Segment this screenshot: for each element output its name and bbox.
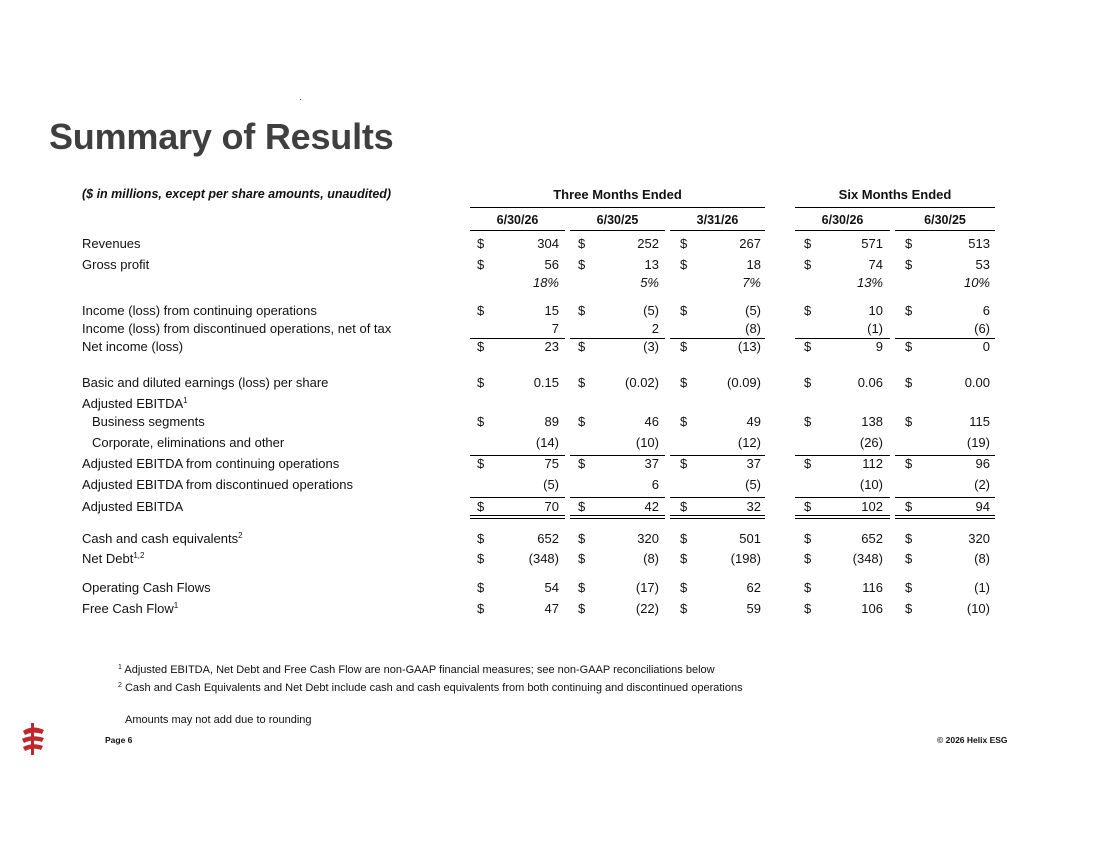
value-cell: 46: [644, 414, 659, 429]
currency-symbol: $: [905, 303, 913, 318]
value-cell: (5): [745, 477, 761, 492]
currency-symbol: $: [804, 303, 812, 318]
footnote-1: $^1$ Adjusted EBITDA, Net Debt and Free Cash Flow are non-GAAP financial measures; see non-GAAP reconciliations below: [118, 664, 715, 676]
margin-percent-cell: 18%: [532, 275, 559, 290]
table-rule: [570, 455, 665, 456]
currency-symbol: $: [905, 414, 913, 429]
currency-symbol: $: [804, 531, 812, 546]
value-cell: 116: [862, 580, 883, 595]
table-rule: [470, 455, 565, 456]
value-cell: 15: [544, 303, 559, 318]
value-cell: (1): [867, 321, 883, 336]
page-number: Page 6: [105, 735, 133, 745]
table-rule: [670, 518, 765, 519]
column-header: 6/30/26: [821, 213, 864, 227]
currency-symbol: $: [477, 601, 485, 616]
currency-symbol: $: [680, 531, 688, 546]
value-cell: (348): [528, 551, 559, 566]
value-cell: 252: [637, 236, 659, 251]
currency-symbol: $: [578, 414, 586, 429]
column-header: 6/30/25: [596, 213, 639, 227]
currency-symbol: $: [680, 601, 688, 616]
value-cell: 6: [651, 477, 659, 492]
table-rule: [570, 518, 665, 519]
value-cell: (5): [543, 477, 559, 492]
currency-symbol: $: [680, 257, 688, 272]
margin-percent-cell: 10%: [963, 275, 990, 290]
value-cell: 320: [637, 531, 659, 546]
table-rule: [795, 515, 890, 516]
currency-symbol: $: [804, 601, 812, 616]
currency-symbol: $: [905, 551, 913, 566]
units-note: ($ in millions, except per share amounts, unaudited): [82, 187, 392, 201]
copyright: © 2026 Helix ESG: [937, 735, 1008, 745]
value-cell: 47: [544, 601, 559, 616]
table-rule: [670, 515, 765, 516]
value-cell: 49: [746, 414, 761, 429]
value-cell: (26): [859, 435, 883, 450]
table-rule: [895, 230, 995, 231]
table-rule: [470, 338, 565, 339]
table-rule: [795, 455, 890, 456]
value-cell: 501: [739, 531, 761, 546]
value-cell: (198): [730, 551, 761, 566]
value-cell: 54: [544, 580, 559, 595]
currency-symbol: $: [477, 551, 485, 566]
currency-symbol: $: [477, 303, 485, 318]
table-rule: [570, 497, 665, 498]
value-cell: 75: [544, 456, 559, 471]
value-cell: (10): [859, 477, 883, 492]
table-rule: [895, 518, 995, 519]
currency-symbol: $: [905, 456, 913, 471]
table-rule: [670, 497, 765, 498]
group-header-six-months: Six Months Ended: [838, 187, 952, 202]
value-cell: (0.02): [625, 375, 659, 390]
table-rule: [670, 338, 765, 339]
value-cell: 6: [982, 303, 990, 318]
currency-symbol: $: [905, 531, 913, 546]
value-cell: 13: [644, 257, 659, 272]
rounding-note: Amounts may not add due to rounding: [125, 714, 312, 726]
table-rule: [795, 230, 890, 231]
value-cell: 70: [544, 499, 559, 514]
currency-symbol: $: [804, 456, 812, 471]
value-cell: 96: [975, 456, 990, 471]
value-cell: 53: [975, 257, 990, 272]
currency-symbol: $: [578, 499, 586, 514]
currency-symbol: $: [680, 339, 688, 354]
currency-symbol: $: [578, 375, 586, 390]
currency-symbol: $: [477, 499, 485, 514]
value-cell: 56: [544, 257, 559, 272]
column-header: 6/30/26: [496, 213, 539, 227]
header-rule-six-months: [795, 207, 995, 208]
row-label: Revenues: [82, 236, 141, 251]
currency-symbol: $: [905, 375, 913, 390]
value-cell: (2): [974, 477, 990, 492]
currency-symbol: $: [680, 456, 688, 471]
value-cell: 320: [968, 531, 990, 546]
column-header: 3/31/26: [696, 213, 739, 227]
currency-symbol: $: [905, 499, 913, 514]
value-cell: (8): [643, 551, 659, 566]
row-label: Income (loss) from continuing operations: [82, 303, 317, 318]
value-cell: 59: [746, 601, 761, 616]
value-cell: 652: [861, 531, 883, 546]
currency-symbol: $: [477, 339, 485, 354]
currency-symbol: $: [578, 601, 586, 616]
currency-symbol: $: [905, 257, 913, 272]
currency-symbol: $: [578, 257, 586, 272]
row-label: Corporate, eliminations and other: [92, 435, 285, 450]
row-label: Basic and diluted earnings (loss) per share: [82, 375, 329, 390]
value-cell: 267: [739, 236, 761, 251]
footnote-2: $^2$ Cash and Cash Equivalents and Net Debt include cash and cash equivalents from both continuing and discontinued operations: [118, 682, 743, 694]
value-cell: 138: [861, 414, 883, 429]
currency-symbol: $: [905, 339, 913, 354]
value-cell: 106: [861, 601, 883, 616]
value-cell: 304: [537, 236, 559, 251]
value-cell: 0.00: [964, 375, 990, 390]
value-cell: 0.06: [857, 375, 883, 390]
value-cell: (17): [635, 580, 659, 595]
currency-symbol: $: [477, 375, 485, 390]
value-cell: (12): [737, 435, 761, 450]
value-cell: 94: [975, 499, 990, 514]
currency-symbol: $: [680, 499, 688, 514]
stray-mark: [300, 99, 301, 100]
margin-percent-cell: 7%: [742, 275, 761, 290]
row-label: Cash and cash equivalents$^2$: [82, 531, 243, 546]
helix-logo-icon: [20, 723, 46, 755]
value-cell: 513: [968, 236, 990, 251]
currency-symbol: $: [477, 580, 485, 595]
currency-symbol: $: [804, 551, 812, 566]
currency-symbol: $: [477, 456, 485, 471]
currency-symbol: $: [905, 580, 913, 595]
row-label: Business segments: [92, 414, 205, 429]
value-cell: 18: [746, 257, 761, 272]
currency-symbol: $: [680, 551, 688, 566]
table-rule: [470, 518, 565, 519]
value-cell: 23: [544, 339, 559, 354]
group-header-three-months: Three Months Ended: [553, 187, 682, 202]
value-cell: (0.09): [727, 375, 761, 390]
value-cell: 62: [746, 580, 761, 595]
value-cell: 37: [746, 456, 761, 471]
table-rule: [470, 497, 565, 498]
margin-percent-cell: 13%: [856, 275, 883, 290]
value-cell: (19): [966, 435, 990, 450]
value-cell: 7: [551, 321, 559, 336]
currency-symbol: $: [578, 531, 586, 546]
currency-symbol: $: [477, 236, 485, 251]
currency-symbol: $: [804, 375, 812, 390]
currency-symbol: $: [680, 375, 688, 390]
table-rule: [470, 230, 565, 231]
currency-symbol: $: [680, 580, 688, 595]
value-cell: (13): [737, 339, 761, 354]
value-cell: 37: [644, 456, 659, 471]
value-cell: (8): [745, 321, 761, 336]
row-label: Net income (loss): [82, 339, 184, 354]
value-cell: (1): [974, 580, 990, 595]
value-cell: 74: [868, 257, 883, 272]
value-cell: (10): [635, 435, 659, 450]
currency-symbol: $: [905, 601, 913, 616]
table-rule: [895, 455, 995, 456]
value-cell: (5): [643, 303, 659, 318]
row-label: Adjusted EBITDA from continuing operations: [82, 456, 340, 471]
currency-symbol: $: [578, 339, 586, 354]
table-rule: [570, 338, 665, 339]
value-cell: (8): [974, 551, 990, 566]
row-label: Income (loss) from discontinued operations, net of tax: [82, 321, 392, 336]
currency-symbol: $: [804, 339, 812, 354]
currency-symbol: $: [905, 236, 913, 251]
row-label: Net Debt$^{1,2}$: [82, 551, 145, 566]
value-cell: (6): [974, 321, 990, 336]
table-rule: [895, 338, 995, 339]
value-cell: 10: [868, 303, 883, 318]
currency-symbol: $: [804, 257, 812, 272]
value-cell: (5): [745, 303, 761, 318]
value-cell: 102: [861, 499, 883, 514]
row-label: Operating Cash Flows: [82, 580, 211, 595]
currency-symbol: $: [578, 551, 586, 566]
table-rule: [670, 455, 765, 456]
row-label: Adjusted EBITDA from discontinued operations: [82, 477, 353, 492]
margin-percent-cell: 5%: [640, 275, 659, 290]
table-rule: [795, 497, 890, 498]
currency-symbol: $: [680, 414, 688, 429]
table-rule: [570, 230, 665, 231]
row-label: Free Cash Flow$^1$: [82, 601, 179, 616]
column-header: 6/30/25: [924, 213, 966, 227]
value-cell: (22): [635, 601, 659, 616]
currency-symbol: $: [804, 236, 812, 251]
table-rule: [795, 338, 890, 339]
currency-symbol: $: [680, 236, 688, 251]
value-cell: 112: [862, 456, 883, 471]
header-rule-three-months: [470, 207, 765, 208]
table-rule: [670, 230, 765, 231]
value-cell: 32: [746, 499, 761, 514]
value-cell: 42: [644, 499, 659, 514]
value-cell: 0: [982, 339, 990, 354]
row-label: Adjusted EBITDA$^1$: [82, 396, 188, 411]
currency-symbol: $: [477, 414, 485, 429]
table-rule: [470, 515, 565, 516]
table-rule: [895, 515, 995, 516]
currency-symbol: $: [477, 257, 485, 272]
value-cell: (10): [966, 601, 990, 616]
value-cell: 2: [651, 321, 659, 336]
currency-symbol: $: [680, 303, 688, 318]
currency-symbol: $: [578, 580, 586, 595]
value-cell: 652: [537, 531, 559, 546]
table-rule: [895, 497, 995, 498]
currency-symbol: $: [477, 531, 485, 546]
row-label: Adjusted EBITDA: [82, 499, 184, 514]
value-cell: 571: [861, 236, 883, 251]
value-cell: 0.15: [533, 375, 559, 390]
page-title: Summary of Results: [49, 116, 394, 157]
row-label: Gross profit: [82, 257, 150, 272]
currency-symbol: $: [804, 580, 812, 595]
table-rule: [795, 518, 890, 519]
currency-symbol: $: [804, 499, 812, 514]
value-cell: 89: [544, 414, 559, 429]
value-cell: (14): [535, 435, 559, 450]
currency-symbol: $: [578, 236, 586, 251]
currency-symbol: $: [578, 456, 586, 471]
currency-symbol: $: [578, 303, 586, 318]
value-cell: (3): [643, 339, 659, 354]
table-rule: [570, 515, 665, 516]
currency-symbol: $: [804, 414, 812, 429]
value-cell: 9: [875, 339, 883, 354]
value-cell: 115: [969, 414, 990, 429]
value-cell: (348): [852, 551, 883, 566]
